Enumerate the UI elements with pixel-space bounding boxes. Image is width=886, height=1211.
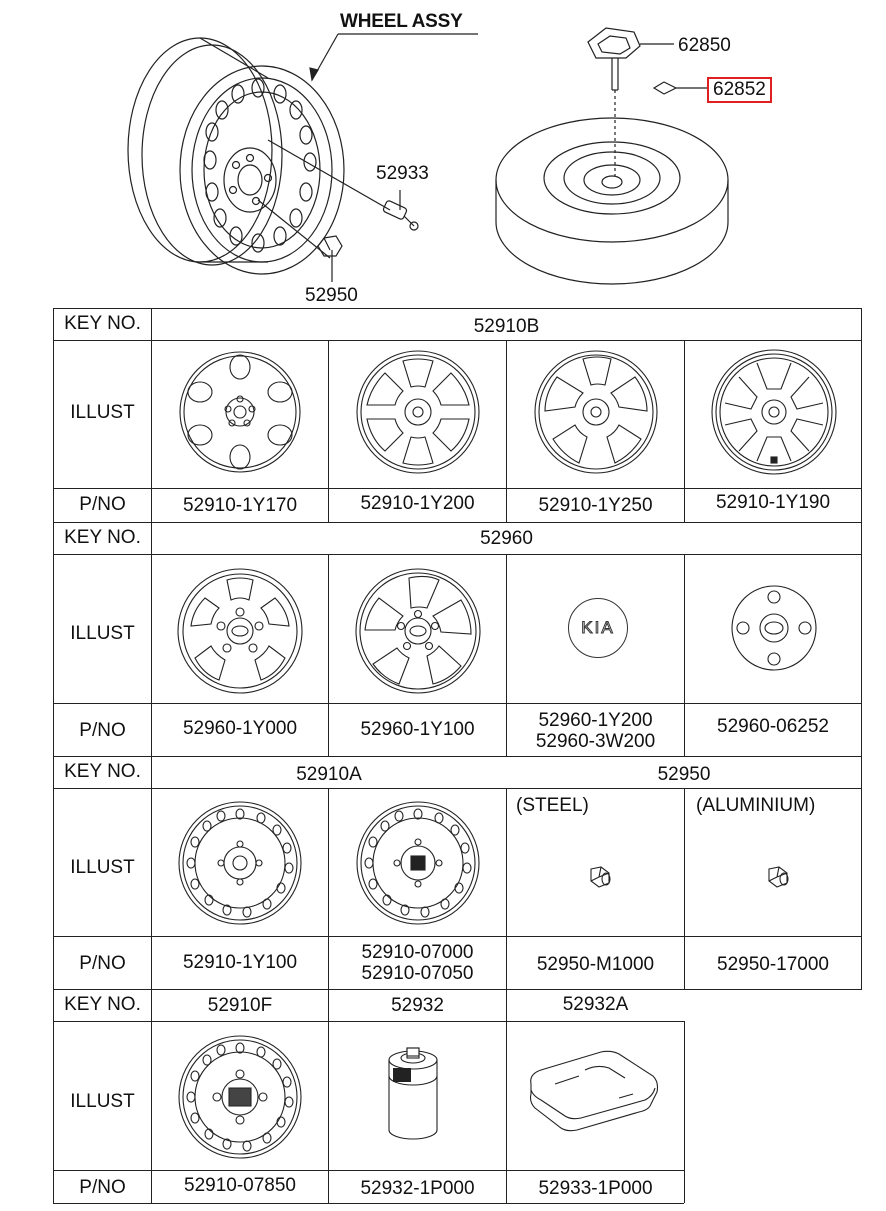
illust-label: ILLUST <box>70 402 135 423</box>
key-no-52910b: 52910B <box>473 316 540 337</box>
pno-52910-07050-line2: 52910-07050 <box>361 963 474 984</box>
alloy-wheel-52960-1y000-illustration[interactable] <box>175 566 305 696</box>
pno-52910-1y190[interactable]: 52910-1Y190 <box>715 492 831 513</box>
sealant-bottle-52932-illustration[interactable] <box>383 1046 453 1141</box>
pno-label: P/NO <box>79 720 126 741</box>
pno-52932-1p000[interactable]: 52932-1P000 <box>360 1178 475 1199</box>
pno-52960-1y200-line1: 52960-1Y200 <box>538 710 653 731</box>
steel-wheel-52910-07850-illustration[interactable] <box>175 1032 305 1162</box>
key-no-52910a: 52910A <box>296 764 362 785</box>
illust-label: ILLUST <box>70 623 135 644</box>
pno-52910-1y200[interactable]: 52910-1Y200 <box>360 493 475 514</box>
pno-52960-3w200-line2: 52960-3W200 <box>535 731 656 752</box>
pno-52960-1y000[interactable]: 52960-1Y000 <box>182 718 298 739</box>
steel-wheel-drawing <box>0 0 886 310</box>
part-label-52950: 52950 <box>305 285 358 306</box>
key-no-label: KEY NO. <box>64 527 141 548</box>
illust-label: ILLUST <box>70 1091 135 1112</box>
pno-label: P/NO <box>79 494 126 515</box>
pno-label: P/NO <box>79 953 126 974</box>
pno-52950-m1000[interactable]: 52950-M1000 <box>536 954 655 975</box>
lug-nut-aluminium-illustration[interactable] <box>763 863 793 893</box>
pno-52960-1y100[interactable]: 52960-1Y100 <box>360 719 475 740</box>
key-no-label: KEY NO. <box>64 761 141 782</box>
key-no-label: KEY NO. <box>64 313 141 334</box>
pno-52910-1y250[interactable]: 52910-1Y250 <box>538 495 653 516</box>
center-cap-52960-1y200-illustration[interactable] <box>568 598 628 658</box>
key-no-52932: 52932 <box>391 995 444 1016</box>
pno-52910-1y100[interactable]: 52910-1Y100 <box>182 952 298 973</box>
alloy-wheel-52910-1y250-illustration[interactable] <box>531 347 661 477</box>
alloy-wheel-52910-1y170-illustration[interactable] <box>175 347 305 477</box>
pno-52933-1p000[interactable]: 52933-1P000 <box>538 1178 653 1199</box>
steel-wheel-52910-1y100-illustration[interactable] <box>175 798 305 928</box>
part-label-62850: 62850 <box>678 35 731 56</box>
pno-52960-06252[interactable]: 52960-06252 <box>717 716 829 737</box>
pno-52950-17000[interactable]: 52950-17000 <box>717 954 829 975</box>
alloy-wheel-52910-1y200-illustration[interactable] <box>353 347 483 477</box>
tire-mobility-kit-52932a-illustration[interactable] <box>525 1046 665 1136</box>
center-cap-52960-06252-illustration[interactable] <box>729 583 819 673</box>
alloy-wheel-52960-1y100-illustration[interactable] <box>353 566 483 696</box>
pno-52910-07000[interactable] <box>329 942 506 984</box>
key-no-52932a: 52932A <box>562 994 629 1015</box>
key-no-52950: 52950 <box>657 764 711 785</box>
part-label-62852-highlighted[interactable]: 62852 <box>707 77 772 103</box>
pno-52910-07850[interactable]: 52910-07850 <box>184 1175 296 1196</box>
steel-wheel-52910-07000-illustration[interactable] <box>353 798 483 928</box>
pno-label: P/NO <box>79 1177 126 1198</box>
steel-label: (STEEL) <box>516 795 589 816</box>
wheel-assy-title: WHEEL ASSY <box>340 11 463 32</box>
pno-52910-1y170[interactable]: 52910-1Y170 <box>182 495 298 516</box>
kia-logo-text: KIA <box>581 618 615 637</box>
illust-label: ILLUST <box>70 857 135 878</box>
pno-52960-1y200[interactable] <box>507 710 684 752</box>
aluminium-label: (ALUMINIUM) <box>696 795 816 816</box>
pno-52910-07000-line1: 52910-07000 <box>361 942 474 963</box>
wheel-cover-52910-1y190-illustration[interactable] <box>709 347 839 477</box>
part-label-52933: 52933 <box>376 163 429 184</box>
key-no-52960: 52960 <box>480 528 533 549</box>
key-no-52910f: 52910F <box>207 995 273 1016</box>
key-no-label: KEY NO. <box>64 994 141 1015</box>
lug-nut-steel-illustration[interactable] <box>585 863 615 893</box>
